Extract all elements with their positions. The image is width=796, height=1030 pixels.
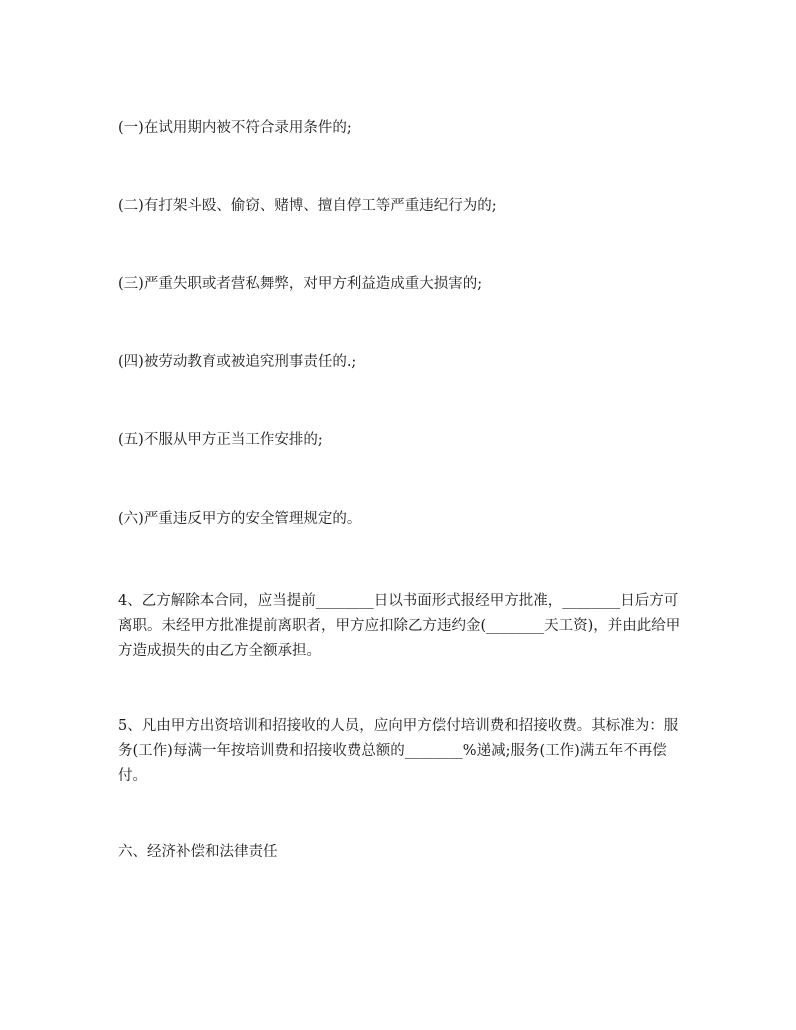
section-heading: 六、经济补偿和法律责任 [118, 844, 278, 860]
clause-item-3: (三)严重失职或者营私舞弊，对甲方利益造成重大损害的; [118, 276, 483, 292]
clause-item-5: (五)不服从甲方正当工作安排的; [118, 432, 323, 448]
clause-item-1: (一)在试用期内被不符合录用条件的; [118, 120, 352, 136]
clause-item-4: (四)被劳动教育或被追究刑事责任的.; [118, 354, 357, 370]
clause-item-6: (六)严重违反甲方的安全管理规定的。 [118, 511, 362, 527]
clause-item-2: (二)有打架斗殴、偷窃、赌博、擅自停工等严重违纪行为的; [118, 198, 497, 214]
training-fee-clause: 5、凡由甲方出资培训和招接收的人员，应向甲方偿付培训费和招接收费。其标准为：服务(工作)每满一年按培训费和招接收费总额的________%递减;服务(工作)满五年不再偿付。 [118, 718, 679, 784]
resignation-clause: 4、乙方解除本合同，应当提前________日以书面形式报经甲方批准，________日后方可离职。未经甲方批准提前离职者，甲方应扣除乙方违约金(________天工资)，并由此给甲方造成损失的由乙方全额承担。 [118, 593, 681, 659]
